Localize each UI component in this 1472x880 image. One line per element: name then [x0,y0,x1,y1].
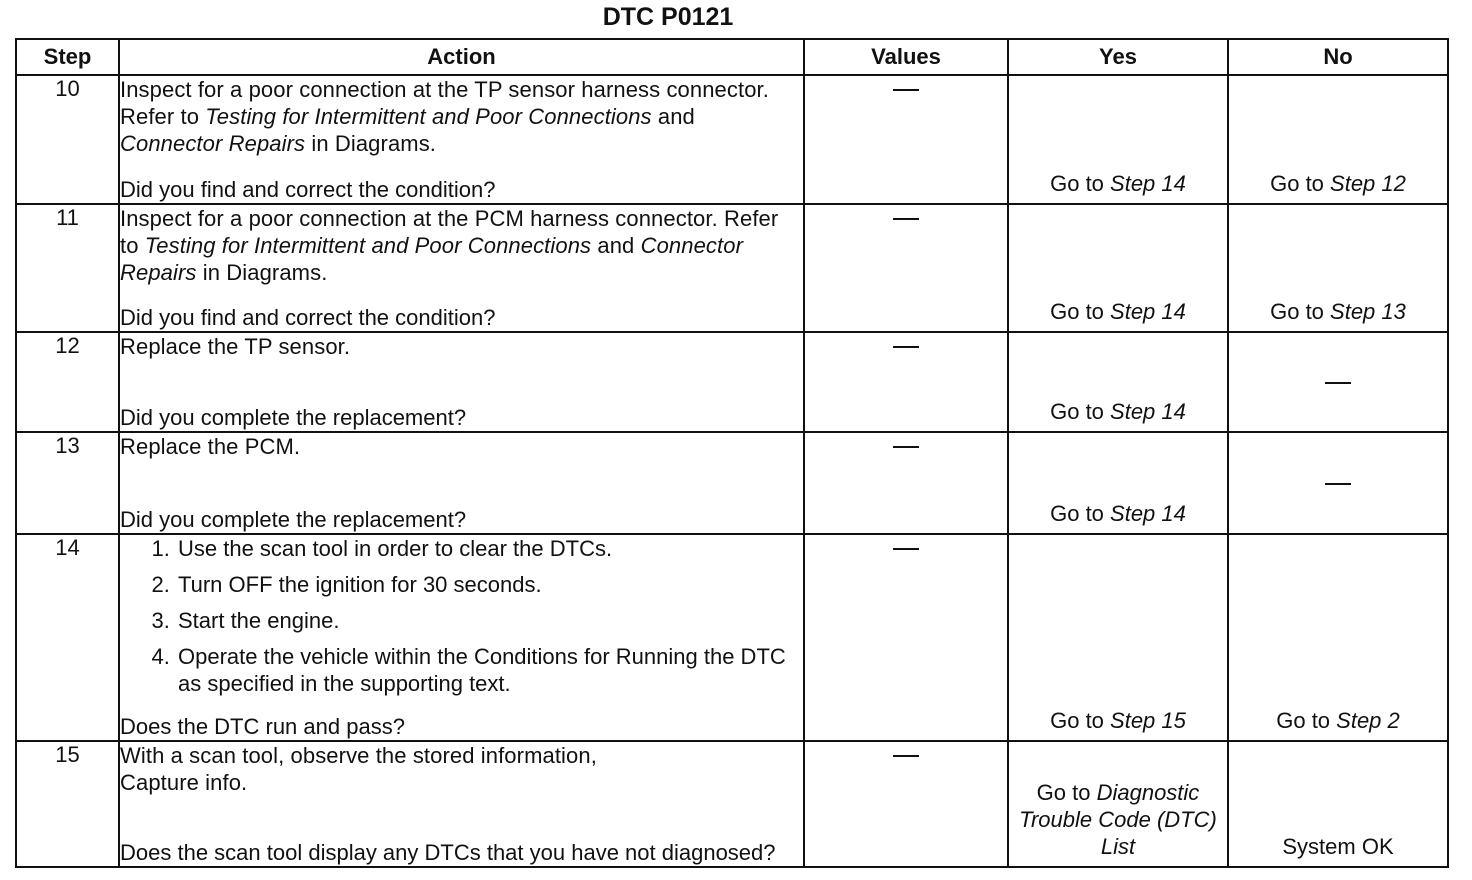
step-number: 13 [16,432,119,534]
values-cell [804,204,1008,332]
dash-mark [893,346,919,348]
goto-link[interactable]: Go to Step 14 [1050,171,1186,196]
list-item: 3. Start the engine. [176,607,803,634]
action-text: Replace the TP sensor. [120,334,351,359]
step-number: 10 [16,75,119,204]
goto-link[interactable]: Go to Step 15 [1050,708,1186,733]
action-cell [119,75,804,204]
step-number: 11 [16,204,119,332]
table-row [16,432,1448,534]
action-question: Does the DTC run and pass? [120,714,405,739]
list-item: 1. Use the scan tool in order to clear the DTCs. [176,535,803,562]
header-values: Values [804,39,1008,75]
table-row [16,204,1448,332]
reference-link[interactable]: Connector Repairs [120,131,306,156]
no-cell [1228,204,1448,332]
no-cell [1228,534,1448,741]
action-text: Inspect for a poor connection at the TP sensor harness connector. Refer to Testing for Intermittent and Poor Connections and Connector Repairs in Diagrams. [120,77,769,156]
values-cell [804,741,1008,867]
yes-cell [1008,204,1228,332]
values-cell [804,75,1008,204]
goto-link[interactable]: Go to Step 14 [1050,399,1186,424]
goto-link[interactable]: Go to Step 2 [1276,708,1400,733]
action-cell [119,432,804,534]
goto-link[interactable]: Go to Step 14 [1050,501,1186,526]
dash-mark [1325,382,1351,384]
no-cell [1228,75,1448,204]
header-yes: Yes [1008,39,1228,75]
document-title: DTC P0121 [602,3,734,31]
action-question: Did you find and correct the condition? [120,177,496,202]
goto-link[interactable]: Go to Step 14 [1050,299,1186,324]
dash-mark [893,755,919,757]
action-text: Replace the PCM. [120,434,301,459]
yes-cell [1008,741,1228,867]
yes-cell [1008,534,1228,741]
table-row [16,75,1448,204]
table-header-row [16,39,1448,75]
action-cell [119,204,804,332]
table-row [16,534,1448,741]
yes-cell [1008,332,1228,432]
reference-link[interactable]: Connector Repairs [120,233,743,285]
header-action: Action [119,39,804,75]
dtc-diagnostic-table [15,38,1449,868]
action-text: With a scan tool, observe the stored information, Capture info. [120,743,597,795]
reference-link[interactable]: Testing for Intermittent and Poor Connections [205,104,652,129]
action-cell [119,534,804,741]
goto-link[interactable]: Go to Diagnostic Trouble Code (DTC) List [1019,780,1217,859]
step-number: 15 [16,741,119,867]
header-step: Step [16,39,119,75]
dash-mark [893,548,919,550]
yes-cell [1008,75,1228,204]
values-cell [804,432,1008,534]
goto-link[interactable]: Go to Step 12 [1270,171,1406,196]
dash-mark [893,89,919,91]
dash-mark [893,218,919,220]
result-text: System OK [1282,834,1394,859]
no-cell [1228,332,1448,432]
step-number: 12 [16,332,119,432]
dash-mark [893,446,919,448]
action-step-list [120,535,803,697]
action-question: Did you find and correct the condition? [120,305,496,330]
step-number: 14 [16,534,119,741]
action-question: Did you complete the replacement? [120,405,467,430]
action-cell [119,741,804,867]
values-cell [804,534,1008,741]
no-cell [1228,741,1448,867]
action-question: Did you complete the replacement? [120,507,467,532]
action-question: Does the scan tool display any DTCs that you have not diagnosed? [120,840,776,865]
reference-link[interactable]: Testing for Intermittent and Poor Connections [144,233,592,258]
action-text: Inspect for a poor connection at the PCM harness connector. Refer to Testing for Intermittent and Poor Connections and Connector Repairs in Diagrams. [120,206,779,285]
table-row [16,741,1448,867]
table-row [16,332,1448,432]
yes-cell [1008,432,1228,534]
action-cell [119,332,804,432]
list-item: 4. Operate the vehicle within the Conditions for Running the DTC as specified in the supporting text. [176,643,803,697]
no-cell [1228,432,1448,534]
list-item: 2. Turn OFF the ignition for 30 seconds. [176,571,803,598]
goto-link[interactable]: Go to Step 13 [1270,299,1406,324]
dash-mark [1325,483,1351,485]
values-cell [804,332,1008,432]
header-no: No [1228,39,1448,75]
